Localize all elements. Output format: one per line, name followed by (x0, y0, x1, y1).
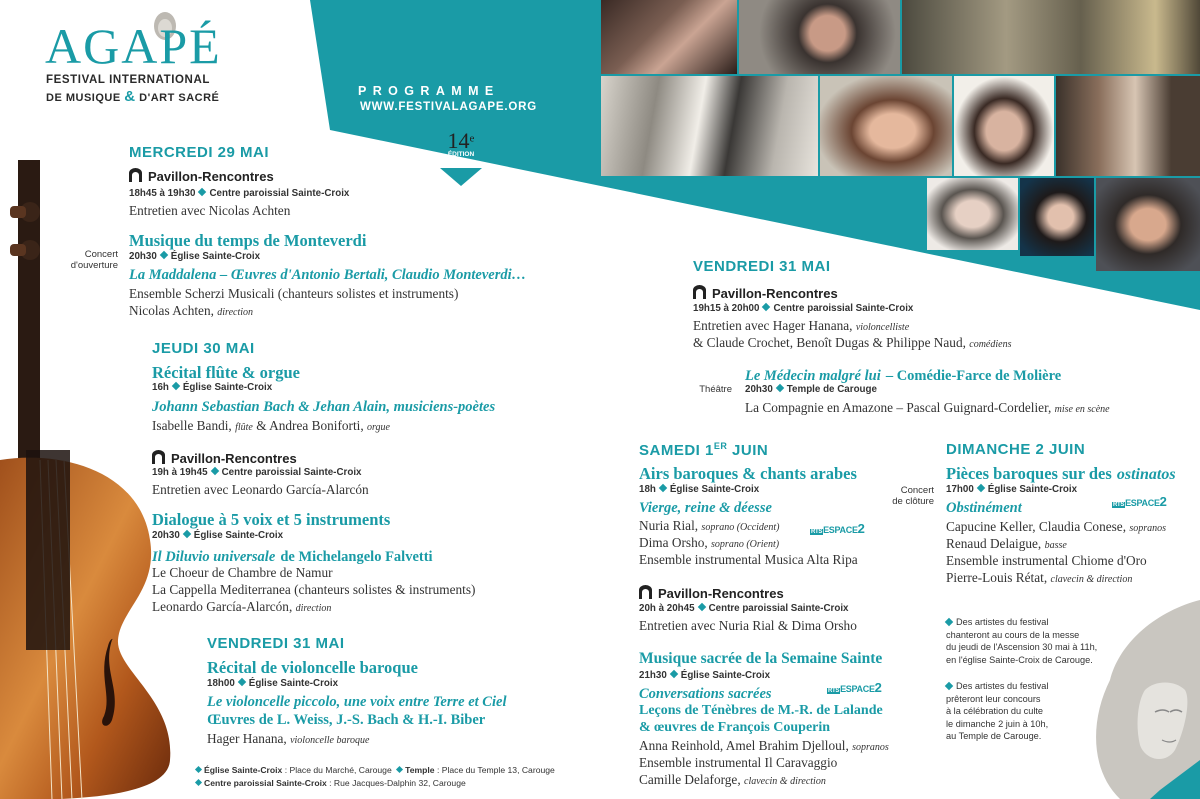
event-text (207, 731, 369, 747)
diamond-icon (945, 682, 953, 690)
venue-addr: : Place du Temple 13, Carouge (436, 765, 555, 775)
note-line: au Temple de Carouge. (946, 731, 1042, 741)
edition-sup: e (469, 132, 475, 145)
diamond-icon (396, 766, 403, 773)
espace2-name: ESPACE (823, 525, 858, 535)
pavillon-heading (639, 585, 784, 601)
diamond-icon (776, 384, 784, 392)
role: clavecin & direction (744, 776, 826, 787)
espace2-num: 2 (857, 521, 865, 536)
logo-agape: AGAPÉ (45, 18, 222, 74)
programme-label: PROGRAMME (358, 84, 500, 98)
diamond-icon (659, 484, 667, 492)
meta-time: 20h30 (745, 384, 773, 395)
pavillon-heading (152, 450, 297, 466)
edition-badge (440, 128, 482, 158)
meta-time: 20h à 20h45 (639, 603, 695, 614)
espace2-num: 2 (874, 680, 882, 695)
event-work-3: & œuvres de François Couperin (639, 720, 831, 735)
role: orgue (367, 422, 390, 433)
work-composer: de Michelangelo Falvetti (280, 549, 433, 565)
meta-place: Église Sainte-Croix (193, 530, 284, 541)
espace2-prefix: RTS (828, 688, 840, 694)
diamond-icon (977, 484, 985, 492)
venue-addr: : Rue Jacques-Dalphin 32, Carouge (329, 778, 466, 788)
pavillon-heading (693, 285, 838, 301)
note-line: à la célébration du culte (946, 706, 1044, 716)
diamond-icon (198, 188, 206, 196)
label-concert-ouverture (40, 249, 118, 271)
note-line: en l'église Sainte-Croix de Carouge. (946, 654, 1093, 665)
work-title: Il Diluvio universale (152, 549, 276, 565)
meta-time: 20h30 (129, 251, 157, 262)
event-title: Airs baroques & chants arabes (639, 464, 857, 483)
espace2-name: ESPACE (840, 684, 875, 694)
note-line: chanteront au cours de la messe (946, 629, 1080, 640)
label-concert-cloture (860, 485, 934, 507)
note-line: prêteront leur concours (946, 693, 1041, 704)
performer: Nicolas Achten, (129, 303, 214, 318)
meta-time: 21h30 (639, 670, 667, 681)
meta-place: Centre paroissial Sainte-Croix (209, 188, 350, 199)
artist-photo-8 (1096, 178, 1200, 271)
festival-subtitle-2 (46, 88, 219, 105)
event-work: Johann Sebastian Bach & Jehan Alain, musiciens-poètes (152, 399, 496, 415)
performer: Leonardo García-Alarcón, (152, 599, 293, 614)
title-italic: Le Médecin malgré lui (745, 368, 881, 384)
event-meta (129, 188, 349, 199)
event-work: Conversations sacrées (639, 686, 772, 702)
role: sopranos (1129, 523, 1167, 534)
event-text: La Cappella Mediterranea (chanteurs solistes & instruments) (152, 582, 476, 597)
diamond-icon (172, 382, 180, 390)
event-meta (207, 678, 338, 689)
diamond-icon (160, 251, 168, 259)
day-heading-vendredi-right: VENDREDI 31 MAI (693, 258, 831, 275)
event-text (693, 335, 1011, 351)
venue-address-line-1 (193, 765, 555, 775)
pavillon-label: Pavillon-Rencontres (658, 586, 784, 601)
event-text (639, 772, 826, 788)
event-title: Dialogue à 5 voix et 5 instruments (152, 510, 391, 529)
pavillon-heading (129, 168, 274, 184)
event-text: Entretien avec Leonardo García-Alarcón (152, 482, 369, 497)
event-meta (745, 384, 877, 395)
note-line: du jeudi de l'Ascension 30 mai à 11h, (946, 642, 1098, 652)
artist-photo-4 (954, 76, 1054, 176)
performer: Hager Hanana, (207, 731, 287, 746)
meta-place: Église Sainte-Croix (987, 484, 1078, 495)
event-text: Ensemble instrumental Il Caravaggio (639, 755, 838, 770)
edition-label: ÉDITION (447, 151, 475, 158)
diamond-icon (762, 303, 770, 311)
event-text: Entretien avec Nicolas Achten (129, 203, 291, 218)
venue-name: Temple (405, 765, 435, 775)
meta-place: Temple de Carouge (786, 384, 877, 395)
meta-place: Centre paroissial Sainte-Croix (221, 467, 362, 478)
event-text (946, 570, 1132, 586)
meta-time: 18h (639, 484, 656, 495)
meta-time: 18h00 (207, 678, 235, 689)
event-meta (129, 251, 260, 262)
event-title (946, 464, 1176, 484)
diamond-icon (195, 779, 202, 786)
meta-time: 19h à 19h45 (152, 467, 208, 478)
event-title (745, 365, 1061, 385)
performer: Capucine Keller, Claudia Conese, (946, 519, 1127, 534)
artist-photo-5 (1056, 76, 1200, 176)
espace2-prefix: RTS (811, 529, 823, 535)
event-text: Le Choeur de Chambre de Namur (152, 565, 333, 580)
event-work-2: Œuvres de L. Weiss, J.-S. Bach & H.-I. Biber (207, 712, 486, 728)
performer: & Claude Crochet, Benoît Dugas & Philippe Naud, (693, 335, 966, 350)
title-italic: ostinatos (1116, 466, 1176, 483)
performer: Isabelle Bandi, (152, 418, 232, 433)
performer: Camille Delaforge, (639, 772, 741, 787)
espace2-prefix: RTS (1113, 502, 1125, 508)
performer: Entretien avec Hager Hanana, (693, 318, 853, 333)
event-work (152, 546, 433, 566)
role: direction (217, 307, 253, 318)
event-work: Le violoncelle piccolo, une voix entre Terre et Ciel (207, 694, 507, 710)
meta-time: 19h15 à 20h00 (693, 303, 760, 314)
espace2-logo (827, 680, 882, 695)
diamond-icon (195, 766, 202, 773)
role: violoncelliste (855, 322, 910, 333)
meta-place: Église Sainte-Croix (669, 484, 760, 495)
edition-number: 14 (447, 128, 470, 153)
diamond-icon (238, 678, 246, 686)
event-title: Musique sacrée de la Semaine Sainte (639, 650, 883, 667)
event-meta (639, 670, 770, 681)
subtitle-amp: & (124, 88, 136, 105)
diamond-icon (697, 603, 705, 611)
pavillon-icon (639, 585, 652, 599)
artist-photo-3 (820, 76, 952, 176)
artist-photo-6 (927, 178, 1018, 250)
espace2-num: 2 (1159, 494, 1167, 509)
performer: Renaud Delaigue, (946, 536, 1042, 551)
title-rest: – Comédie-Farce de Molière (885, 368, 1062, 384)
venue-address-line-2 (193, 778, 466, 788)
artist-photo-7 (1020, 178, 1094, 256)
event-text (639, 535, 779, 551)
event-meta (152, 382, 272, 393)
meta-place: Centre paroissial Sainte-Croix (773, 303, 914, 314)
meta-place: Église Sainte-Croix (182, 382, 273, 393)
subtitle-part-b: D'ART SACRÉ (139, 92, 220, 104)
artist-photo-2 (739, 0, 900, 74)
title-main: Pièces baroques sur des (946, 464, 1112, 483)
event-meta (639, 484, 759, 495)
meta-time: 16h (152, 382, 169, 393)
day-heading-mercredi: MERCREDI 29 MAI (129, 144, 270, 161)
event-text (152, 418, 390, 434)
day-heading-dimanche: DIMANCHE 2 JUIN (946, 441, 1086, 458)
role: comédiens (969, 339, 1012, 350)
event-meta (152, 467, 361, 478)
performer: Pierre-Louis Rétat, (946, 570, 1048, 585)
event-meta (639, 603, 848, 614)
event-text (745, 400, 1110, 416)
event-text (693, 318, 909, 334)
pavillon-label: Pavillon-Rencontres (712, 286, 838, 301)
event-work: Obstinément (946, 500, 1022, 516)
diamond-icon (210, 467, 218, 475)
note-ascension (946, 616, 1097, 666)
meta-time: 20h30 (152, 530, 180, 541)
event-text (639, 738, 889, 754)
pavillon-label: Pavillon-Rencontres (171, 451, 297, 466)
role: soprano (Orient) (711, 539, 780, 550)
day-heading-jeudi: JEUDI 30 MAI (152, 340, 255, 357)
event-text: Ensemble instrumental Musica Alta Ripa (639, 552, 858, 567)
role: clavecin & direction (1050, 574, 1133, 585)
meta-place: Église Sainte-Croix (680, 670, 771, 681)
performer: Anna Reinhold, Amel Brahim Djelloul, (639, 738, 849, 753)
label-cloture-1: Concert (900, 485, 934, 496)
note-line: le dimanche 2 juin à 10h, (946, 718, 1049, 729)
venue-name: Centre paroissial Sainte-Croix (204, 778, 327, 788)
pavillon-icon (693, 285, 706, 299)
artist-photo-group (902, 0, 1200, 74)
label-concert-2: d'ouverture (70, 260, 118, 271)
role: soprano (Occident) (701, 522, 780, 533)
venue-name: Église Sainte-Croix (204, 765, 283, 775)
diamond-icon (183, 530, 191, 538)
pavillon-label: Pavillon-Rencontres (148, 169, 274, 184)
subtitle-part-a: DE MUSIQUE (46, 92, 121, 104)
diamond-icon (670, 670, 678, 678)
meta-place: Église Sainte-Croix (170, 251, 261, 262)
event-work-2: Leçons de Ténèbres de M.-R. de Lalande (639, 703, 883, 718)
event-title: Récital de violoncelle baroque (207, 658, 418, 677)
performer: & Andrea Boniforti, (256, 418, 364, 433)
day-heading-samedi (639, 441, 768, 459)
event-work: Vierge, reine & déesse (639, 500, 772, 516)
role: sopranos (852, 742, 889, 753)
note-line: Des artistes du festival (956, 681, 1049, 691)
event-title: Récital flûte & orgue (152, 363, 300, 382)
meta-time: 18h45 à 19h30 (129, 188, 196, 199)
festival-subtitle-1: FESTIVAL INTERNATIONAL (46, 74, 210, 86)
artist-photo-ensemble (601, 76, 818, 176)
meta-time: 17h00 (946, 484, 974, 495)
event-text (129, 303, 253, 319)
role: violoncelle baroque (290, 735, 370, 746)
event-text: Ensemble instrumental Chiome d'Oro (946, 553, 1147, 568)
diamond-icon (945, 618, 953, 626)
espace2-name: ESPACE (1125, 498, 1160, 508)
event-text (946, 519, 1166, 535)
artist-photo-1 (601, 0, 737, 74)
event-text (639, 518, 779, 534)
day-part: SAMEDI 1 (639, 442, 714, 459)
role: flûte (235, 422, 253, 433)
event-meta (946, 484, 1077, 495)
note-culte (946, 680, 1048, 743)
role: basse (1044, 540, 1067, 551)
label-cloture-2: de clôture (892, 496, 934, 507)
venue-addr: : Place du Marché, Carouge (284, 765, 392, 775)
label-concert-1: Concert (84, 249, 118, 260)
performer: La Compagnie en Amazone – Pascal Guignard-Cordelier, (745, 400, 1052, 415)
event-meta (693, 303, 913, 314)
event-text: Ensemble Scherzi Musicali (chanteurs solistes et instruments) (129, 286, 459, 301)
festival-url[interactable]: WWW.FESTIVALAGAPE.ORG (360, 101, 537, 113)
espace2-logo (810, 521, 865, 536)
note-line: Des artistes du festival (956, 617, 1049, 627)
performer: Dima Orsho, (639, 535, 708, 550)
day-heading-vendredi: VENDREDI 31 MAI (207, 635, 345, 652)
event-meta (152, 530, 283, 541)
role: direction (295, 603, 332, 614)
event-text (152, 599, 331, 615)
label-theatre: Théâtre (699, 384, 732, 395)
event-work: La Maddalena – Œuvres d'Antonio Bertali, Claudio Monteverdi… (129, 267, 527, 283)
pavillon-icon (129, 168, 142, 182)
espace2-logo (1112, 494, 1167, 509)
day-sup: ER (713, 441, 728, 451)
performer: Nuria Rial, (639, 518, 699, 533)
pavillon-icon (152, 450, 165, 464)
event-text (946, 536, 1067, 552)
event-text: Entretien avec Nuria Rial & Dima Orsho (639, 618, 857, 633)
role: mise en scène (1054, 404, 1110, 415)
day-part: JUIN (727, 442, 769, 459)
event-title: Musique du temps de Monteverdi (129, 231, 367, 250)
meta-place: Centre paroissial Sainte-Croix (708, 603, 849, 614)
meta-place: Église Sainte-Croix (248, 678, 339, 689)
